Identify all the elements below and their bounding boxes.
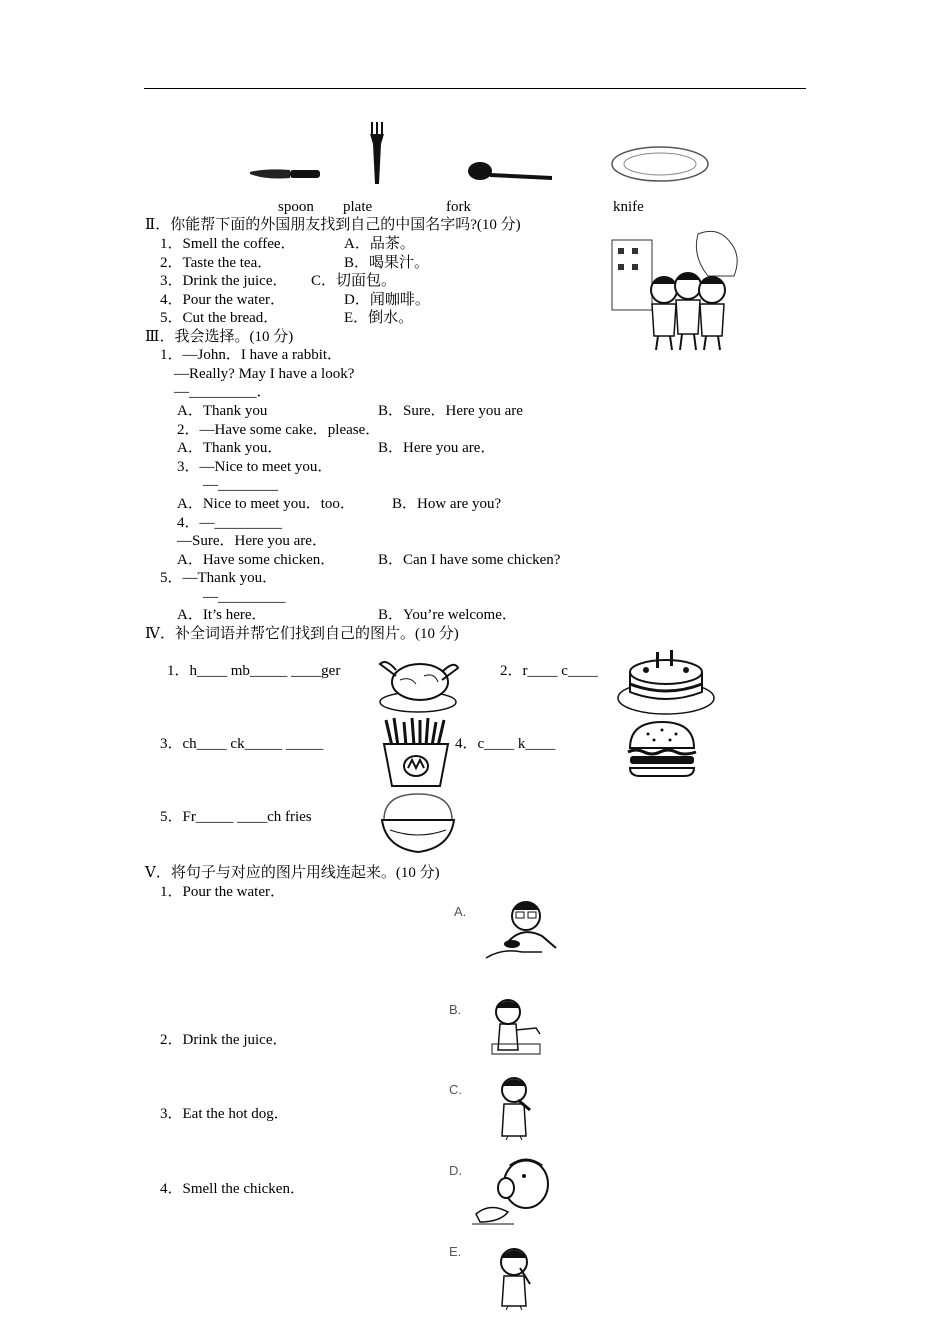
sec5-sentence-4: 4．Smell the chicken．	[160, 1181, 305, 1197]
sec2-item-2-en: 2．Taste the tea．	[160, 255, 273, 271]
sec3-q4-line1: 4．—_________	[177, 515, 283, 531]
sec3-q4-option-b: B．Can I have some chicken?	[378, 552, 561, 568]
person-smelling-image	[470, 1154, 560, 1230]
sec3-q5-line2: —_________	[203, 589, 286, 605]
birthday-cake-image	[616, 642, 716, 718]
utensil-label-knife: knife	[613, 199, 644, 215]
children-illustration	[608, 226, 744, 356]
sec3-q3-line1: 3．—Nice to meet you．	[177, 459, 333, 475]
picture-label-d: D.	[449, 1163, 462, 1178]
picture-label-c: C.	[449, 1082, 462, 1097]
sec3-q5-option-b: B．You’re welcome．	[378, 607, 517, 623]
sec2-item-2-cn: B．喝果汁。	[344, 255, 430, 271]
sec3-q1-option-b: B．Sure．Here you are	[378, 403, 523, 419]
sec5-sentence-1: 1．Pour the water．	[160, 884, 285, 900]
sec3-q1-line2: —Really? May I have a look?	[174, 366, 355, 382]
sec3-q2-option-a: A．Thank you．	[177, 440, 283, 456]
section-2-heading: Ⅱ．你能帮下面的外国朋友找到自己的中国名字吗?(10 分)	[145, 217, 521, 233]
section-3-heading: Ⅲ．我会选择。(10 分)	[145, 329, 294, 345]
sec3-q3-option-a: A．Nice to meet you．too．	[177, 496, 355, 512]
sec3-q3-option-b: B．How are you?	[392, 496, 502, 512]
sec3-q4-line2: —Sure．Here you are．	[177, 533, 327, 549]
sec2-item-4-en: 4．Pour the water．	[160, 292, 285, 308]
sec3-q3-line2: —________	[203, 477, 278, 493]
sec4-word-5: 5．Fr_____ ____ch fries	[160, 809, 312, 825]
person-drinking-image	[482, 892, 562, 962]
sec3-q5-line1: 5．—Thank you．	[160, 570, 278, 586]
utensil-label-spoon: spoon	[278, 199, 314, 215]
sec2-item-3-en: 3．Drink the juice．	[160, 273, 288, 289]
knife-image	[246, 162, 324, 184]
section-4-heading: Ⅳ．补全词语并帮它们找到自己的图片。(10 分)	[145, 626, 459, 642]
sec3-q1-line3: —_________．	[174, 384, 272, 400]
sec4-word-4: 4．c____ k____	[455, 736, 556, 752]
hamburger-image	[624, 718, 700, 780]
sec2-item-5-en: 5．Cut the bread．	[160, 310, 279, 326]
sec3-q2-option-b: B．Here you are．	[378, 440, 496, 456]
roast-chicken-image	[376, 650, 460, 714]
picture-label-a: A.	[454, 904, 467, 919]
sec3-q1-line1: 1．—John．I have a rabbit．	[160, 347, 343, 363]
sec3-q5-option-a: A．It’s here．	[177, 607, 267, 623]
sec3-q4-option-a: A．Have some chicken．	[177, 552, 336, 568]
sec2-item-4-cn: D．闻咖啡。	[344, 292, 430, 308]
picture-label-b: B.	[449, 1002, 462, 1017]
utensil-label-plate: plate	[343, 199, 373, 215]
sec5-sentence-3: 3．Eat the hot dog．	[160, 1106, 289, 1122]
sec4-word-1: 1．h____ mb_____ ____ger	[167, 663, 341, 679]
person-tasting-image	[490, 1244, 540, 1310]
person-eating-image	[488, 1074, 544, 1140]
sec3-q2-line1: 2．—Have some cake．please．	[177, 422, 381, 438]
person-pouring-image	[486, 994, 548, 1060]
spoon-image	[466, 158, 556, 186]
section-5-heading: Ⅴ．将句子与对应的图片用线连起来。(10 分)	[145, 865, 440, 881]
sec2-item-5-cn: E．倒水。	[344, 310, 414, 326]
sec2-item-3-cn: C．切面包。	[311, 273, 397, 289]
sec4-word-3: 3．ch____ ck_____ _____	[160, 736, 324, 752]
fork-image	[368, 120, 386, 186]
sec4-word-2: 2．r____ c____	[500, 663, 598, 679]
utensil-label-fork: fork	[446, 199, 471, 215]
sec3-q1-option-a: A．Thank you	[177, 403, 268, 419]
plate-image	[608, 142, 712, 190]
sec5-sentence-2: 2．Drink the juice．	[160, 1032, 288, 1048]
header-rule	[144, 88, 806, 89]
sec2-item-1-en: 1．Smell the coffee．	[160, 236, 296, 252]
rice-bowl-image	[378, 790, 458, 858]
picture-label-e: E.	[449, 1244, 462, 1259]
french-fries-image	[378, 716, 454, 788]
sec2-item-1-cn: A．品茶。	[344, 236, 415, 252]
